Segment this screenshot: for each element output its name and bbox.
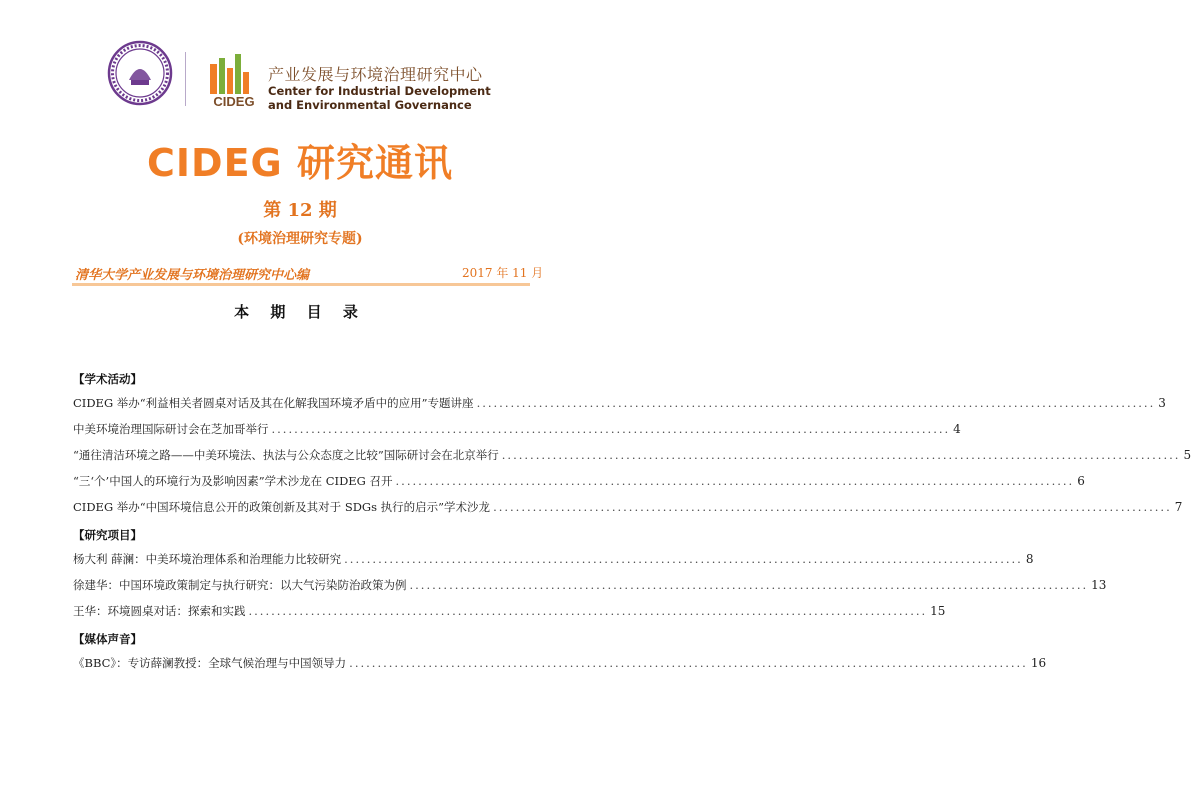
toc-leader-dots: ........................................................................................................................ bbox=[271, 422, 951, 436]
toc-leader-dots: ........................................................................................................................ bbox=[349, 656, 1028, 670]
toc-page-number: 6 bbox=[1077, 474, 1085, 488]
toc-page-number: 16 bbox=[1030, 656, 1047, 670]
center-name-en-line1: Center for Industrial Development bbox=[268, 84, 491, 98]
header-rule bbox=[72, 283, 530, 286]
page-header bbox=[0, 0, 600, 120]
toc-entry-title: 中美环境治理国际研讨会在芝加哥举行 bbox=[73, 422, 269, 436]
toc-page-number: 7 bbox=[1174, 500, 1183, 514]
toc-leader-dots: ........................................................................................................................ bbox=[344, 552, 1023, 566]
issue-topic: (环境治理研究专题) bbox=[237, 231, 363, 247]
toc-entry[interactable] bbox=[73, 496, 1183, 518]
toc-entry[interactable] bbox=[73, 548, 1034, 570]
toc-entry-title: 杨大利 薛澜：中美环境治理体系和治理能力比较研究 bbox=[73, 552, 342, 566]
toc-entry-title: “三‘个’中国人的环境行为及影响因素”学术沙龙在 CIDEG 召开 bbox=[73, 474, 393, 488]
table-of-contents bbox=[73, 370, 1191, 678]
toc-entry[interactable] bbox=[73, 652, 1047, 674]
toc-page-number: 4 bbox=[953, 422, 961, 436]
toc-page-number: 13 bbox=[1091, 578, 1107, 592]
toc-entry-title: 《BBC》：专访薛澜教授：全球气候治理与中国领导力 bbox=[73, 656, 347, 670]
toc-page-number: 15 bbox=[930, 604, 946, 618]
toc-entry[interactable] bbox=[73, 600, 946, 622]
center-name-cn: 产业发展与环境治理研究中心 bbox=[268, 65, 483, 84]
logo-text: CIDEG bbox=[213, 94, 255, 109]
toc-section-heading: 【学术活动】 bbox=[73, 372, 142, 386]
newsletter-title: CIDEG 研究通讯 bbox=[147, 141, 453, 185]
toc-leader-dots: ........................................................................................................................ bbox=[409, 578, 1089, 592]
toc-leader-dots: ........................................................................................................................ bbox=[248, 604, 928, 618]
toc-leader-dots: ........................................................................................................................ bbox=[476, 396, 1156, 410]
editor-line: 清华大学产业发展与环境治理研究中心编 bbox=[75, 268, 310, 283]
publish-date: 2017 年 11 月 bbox=[462, 266, 544, 280]
toc-entry-title: CIDEG 举办“中国环境信息公开的政策创新及其对于 SDGs 执行的启示”学术沙龙 bbox=[73, 500, 491, 514]
toc-entry-title: 徐建华：中国环境政策制定与执行研究：以大气污染防治政策为例 bbox=[73, 578, 407, 592]
toc-leader-dots: ........................................................................................................................ bbox=[493, 500, 1172, 514]
toc-heading: 本 期 目 录 bbox=[234, 303, 366, 321]
toc-entry-title: 王华：环境圆桌对话：探索和实践 bbox=[73, 604, 246, 618]
issue-number: 第 12 期 bbox=[263, 200, 337, 221]
toc-leader-dots: ........................................................................................................................ bbox=[395, 474, 1075, 488]
toc-entry[interactable] bbox=[73, 418, 961, 440]
toc-entry[interactable] bbox=[73, 444, 1191, 466]
toc-entry[interactable] bbox=[73, 392, 1166, 414]
cideg-logo-icon bbox=[204, 50, 264, 110]
toc-entry[interactable] bbox=[73, 574, 1107, 596]
toc-section-heading: 【媒体声音】 bbox=[73, 632, 142, 646]
header-divider bbox=[185, 52, 186, 106]
university-seal-icon bbox=[107, 40, 173, 106]
toc-entry[interactable] bbox=[73, 470, 1085, 492]
center-name-en bbox=[268, 84, 491, 112]
toc-entry-title: “通往清洁环境之路——中美环境法、执法与公众态度之比较”国际研讨会在北京举行 bbox=[73, 448, 499, 462]
toc-leader-dots: ........................................................................................................................ bbox=[501, 448, 1181, 462]
toc-entry-title: CIDEG 举办“利益相关者圆桌对话及其在化解我国环境矛盾中的应用”专题讲座 bbox=[73, 396, 474, 410]
toc-page-number: 8 bbox=[1025, 552, 1034, 566]
toc-section-heading: 【研究项目】 bbox=[73, 528, 142, 542]
toc-page-number: 3 bbox=[1158, 396, 1166, 410]
toc-page-number: 5 bbox=[1183, 448, 1191, 462]
center-name-en-line2: and Environmental Governance bbox=[268, 98, 472, 112]
